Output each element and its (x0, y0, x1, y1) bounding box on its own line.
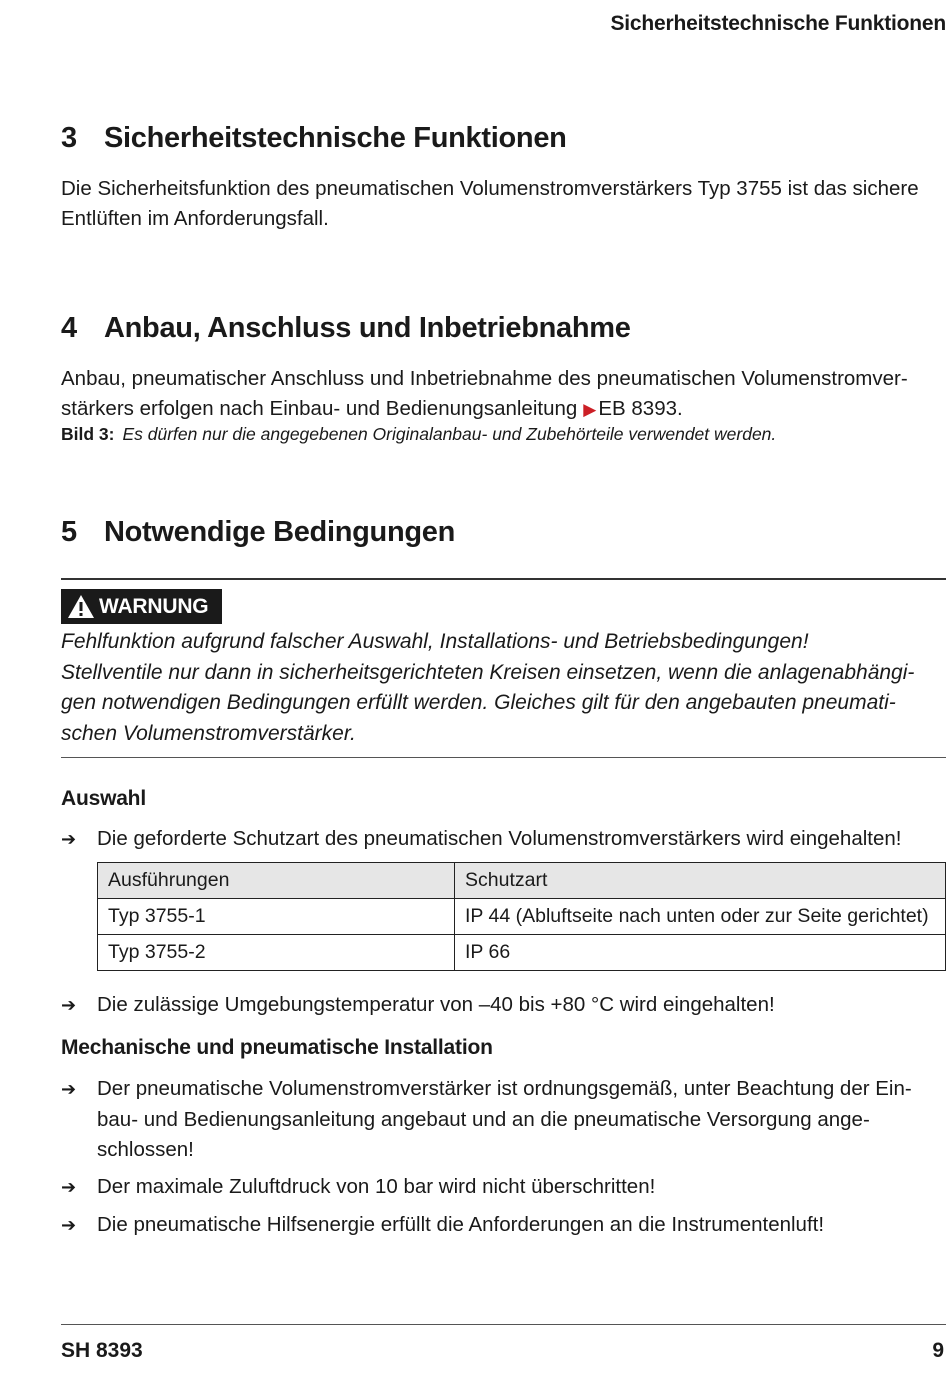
table-cell: IP 44 (Abluftseite nach unten oder zur Seite gerichtet) (455, 899, 946, 935)
table-row (98, 899, 946, 935)
table-row (98, 935, 946, 971)
red-triangle-icon: ▶ (583, 400, 597, 419)
warning-line: gen notwendigen Bedingungen erfüllt werden. Gleiches gilt für den angebauten pneumati- (61, 691, 896, 714)
caption-text: Es dürfen nur die angegebenen Originalanbau- und Zubehörteile verwendet werden. (122, 424, 777, 444)
section-heading-4 (61, 312, 631, 345)
arrow-right-icon: ➔ (61, 829, 77, 849)
warning-line: Fehlfunktion aufgrund falscher Auswahl, Installations- und Betriebsbedingungen! (61, 630, 809, 653)
paragraph-text: stärkers erfolgen nach Einbau- und Bedienungsanleitung (61, 397, 578, 420)
reference-link[interactable]: EB 8393. (598, 397, 683, 420)
section-title: Sicherheitstechnische Funktionen (104, 122, 567, 154)
list-item (61, 1074, 946, 1166)
section-number: 3 (61, 122, 77, 154)
list-item (61, 1210, 946, 1241)
section-number: 4 (61, 312, 77, 344)
caption-label: Bild 3: (61, 424, 115, 444)
subheading-auswahl: Auswahl (61, 787, 146, 810)
list-item-line: bau- und Bedienungsanleitung angebaut und an die pneumatische Versorgung ange- (97, 1107, 870, 1131)
section-heading-5 (61, 516, 455, 549)
list-item-line: Der pneumatische Volumenstromverstärker ist ordnungsgemäß, unter Beachtung der Ein- (97, 1077, 912, 1100)
section-title: Anbau, Anschluss und Inbetriebnahme (104, 312, 631, 344)
arrow-right-icon: ➔ (61, 995, 77, 1015)
running-header: Sicherheitstechnische Funktionen (610, 12, 946, 35)
list-item-text: Die pneumatische Hilfsenergie erfüllt die Anforderungen an die Instrumentenluft! (97, 1213, 825, 1236)
footer-rule (61, 1324, 946, 1325)
warning-badge (61, 589, 222, 624)
subheading-installation: Mechanische und pneumatische Installation (61, 1036, 493, 1059)
list-item-text: Die geforderte Schutzart des pneumatischen Volumenstromverstärkers wird eingehalten! (97, 827, 902, 850)
protection-class-table (97, 862, 946, 971)
table-cell: Typ 3755-2 (98, 935, 455, 971)
list-item-text (97, 1074, 946, 1166)
table-header-cell: Schutzart (455, 863, 946, 899)
figure-caption (61, 424, 776, 445)
arrow-right-icon: ➔ (61, 1079, 77, 1099)
table-header-row (98, 863, 946, 899)
arrow-right-icon: ➔ (61, 1215, 77, 1235)
warning-label: WARNUNG (99, 594, 209, 618)
warning-triangle-icon (67, 594, 95, 619)
warning-line: Stellventile nur dann in sicherheitsgerichteten Kreisen einsetzen, wenn die anlagenabhängi- (61, 660, 915, 684)
list-item (61, 1172, 946, 1203)
section-heading-3 (61, 122, 567, 155)
paragraph-line (61, 394, 946, 425)
list-item-line: schlossen! (97, 1138, 194, 1161)
footer-doc-id: SH 8393 (61, 1339, 143, 1362)
section-title: Notwendige Bedingungen (104, 516, 456, 548)
table-cell: IP 66 (455, 935, 946, 971)
warning-bottom-rule (61, 757, 946, 758)
table-cell: Typ 3755-1 (98, 899, 455, 935)
table-header-cell: Ausführungen (98, 863, 455, 899)
paragraph-line: Anbau, pneumatischer Anschluss und Inbetriebnahme des pneumatischen Volumenstromver- (61, 367, 908, 390)
page-number: 9 (932, 1339, 944, 1362)
warning-text (61, 627, 946, 749)
list-item (61, 824, 946, 855)
list-item-text: Die zulässige Umgebungstemperatur von –40 bis +80 °C wird eingehalten! (97, 993, 775, 1016)
section-number: 5 (61, 516, 77, 548)
warning-line: schen Volumenstromverstärker. (61, 721, 356, 745)
arrow-right-icon: ➔ (61, 1177, 77, 1197)
warning-top-rule (61, 578, 946, 580)
list-item (61, 990, 946, 1021)
section-4-paragraph (61, 364, 946, 425)
list-item-text: Der maximale Zuluftdruck von 10 bar wird nicht überschritten! (97, 1175, 656, 1198)
section-3-paragraph: Die Sicherheitsfunktion des pneumatischen Volumenstromverstärkers Typ 3755 ist das sichere Entlüften im Anforderungsfall. (61, 177, 919, 230)
